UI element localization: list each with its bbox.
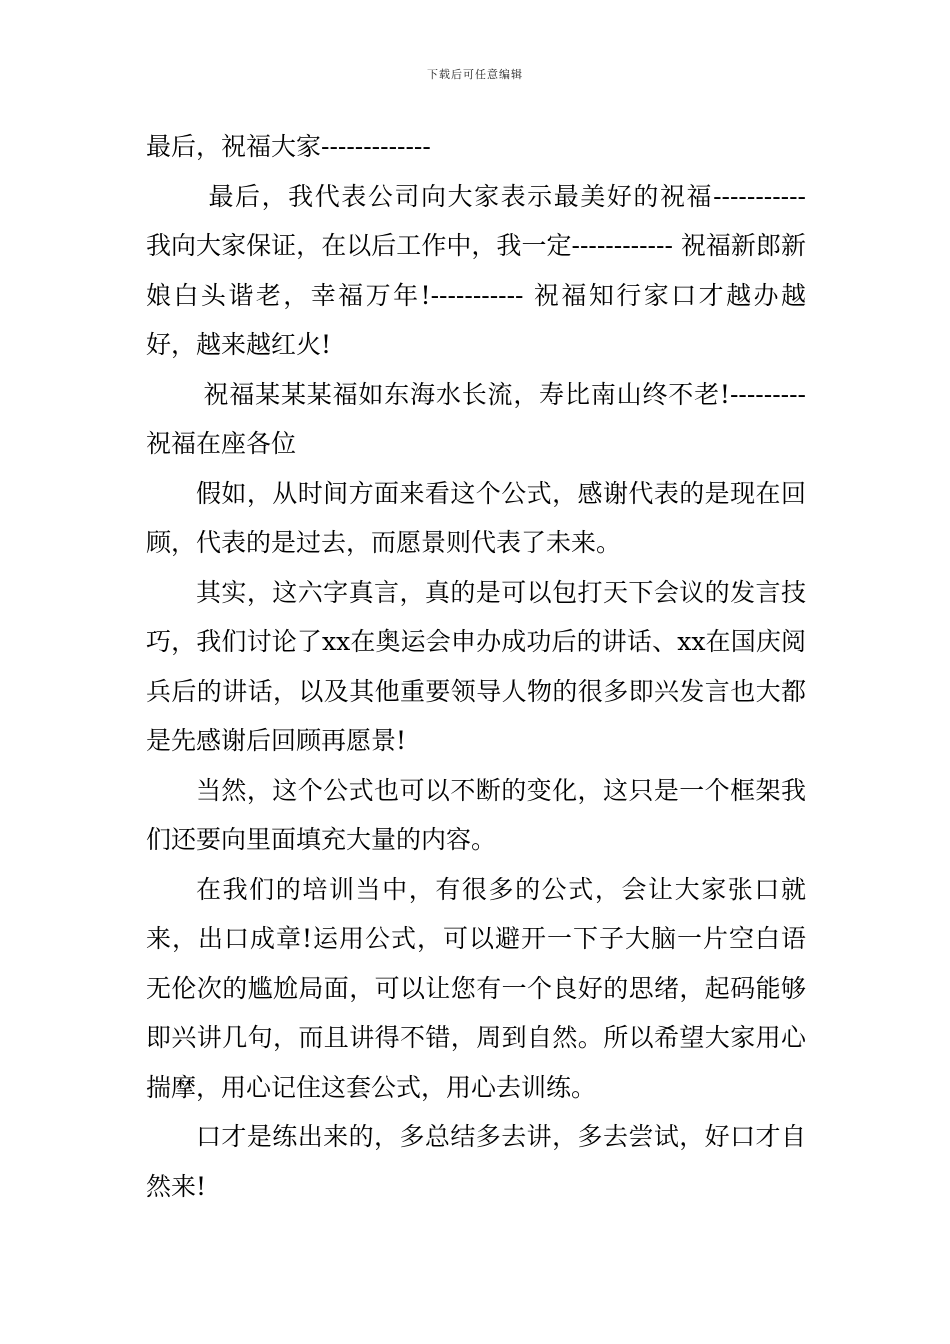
paragraph-company-wishes: 最后，我代表公司向大家表示最美好的祝福----------- 我向大家保证，在以后工作中，我一定------------ 祝福新郎新娘白头谐老，幸福万年!----------- 祝福知行家口才越办越好，越来越红火!: [146, 181, 806, 359]
paragraph-closing-wishes: 最后，祝福大家-------------: [146, 132, 431, 161]
paragraph-training: 在我们的培训当中，有很多的公式，会让大家张口就来，出口成章!运用公式，可以避开一下子大脑一片空白语无伦次的尴尬局面，可以让您有一个良好的思绪，起码能够即兴讲几句，而且讲得不错，周到自然。所以希望大家用心揣摩，用心记住这套公式，用心去训练。: [146, 874, 806, 1102]
page-header: 下载后可任意编辑: [427, 68, 523, 81]
paragraph-practice: 口才是练出来的，多总结多去讲，多去尝试，好口才自然来!: [146, 1122, 806, 1201]
paragraph-six-words: 其实，这六字真言，真的是可以包打天下会议的发言技巧，我们讨论了xx在奥运会申办成功后的讲话、xx在国庆阅兵后的讲话，以及其他重要领导人物的很多即兴发言也大都是先感谢后回顾再愿景!: [146, 577, 806, 755]
paragraph-framework: 当然，这个公式也可以不断的变化，这只是一个框架我们还要向里面填充大量的内容。: [146, 775, 806, 854]
paragraph-formula-time: 假如，从时间方面来看这个公式，感谢代表的是现在回顾，代表的是过去，而愿景则代表了未来。: [146, 478, 806, 557]
document-body: [146, 122, 806, 1211]
paragraph-longevity-wishes: 祝福某某某福如东海水长流，寿比南山终不老!--------- 祝福在座各位: [146, 379, 806, 458]
